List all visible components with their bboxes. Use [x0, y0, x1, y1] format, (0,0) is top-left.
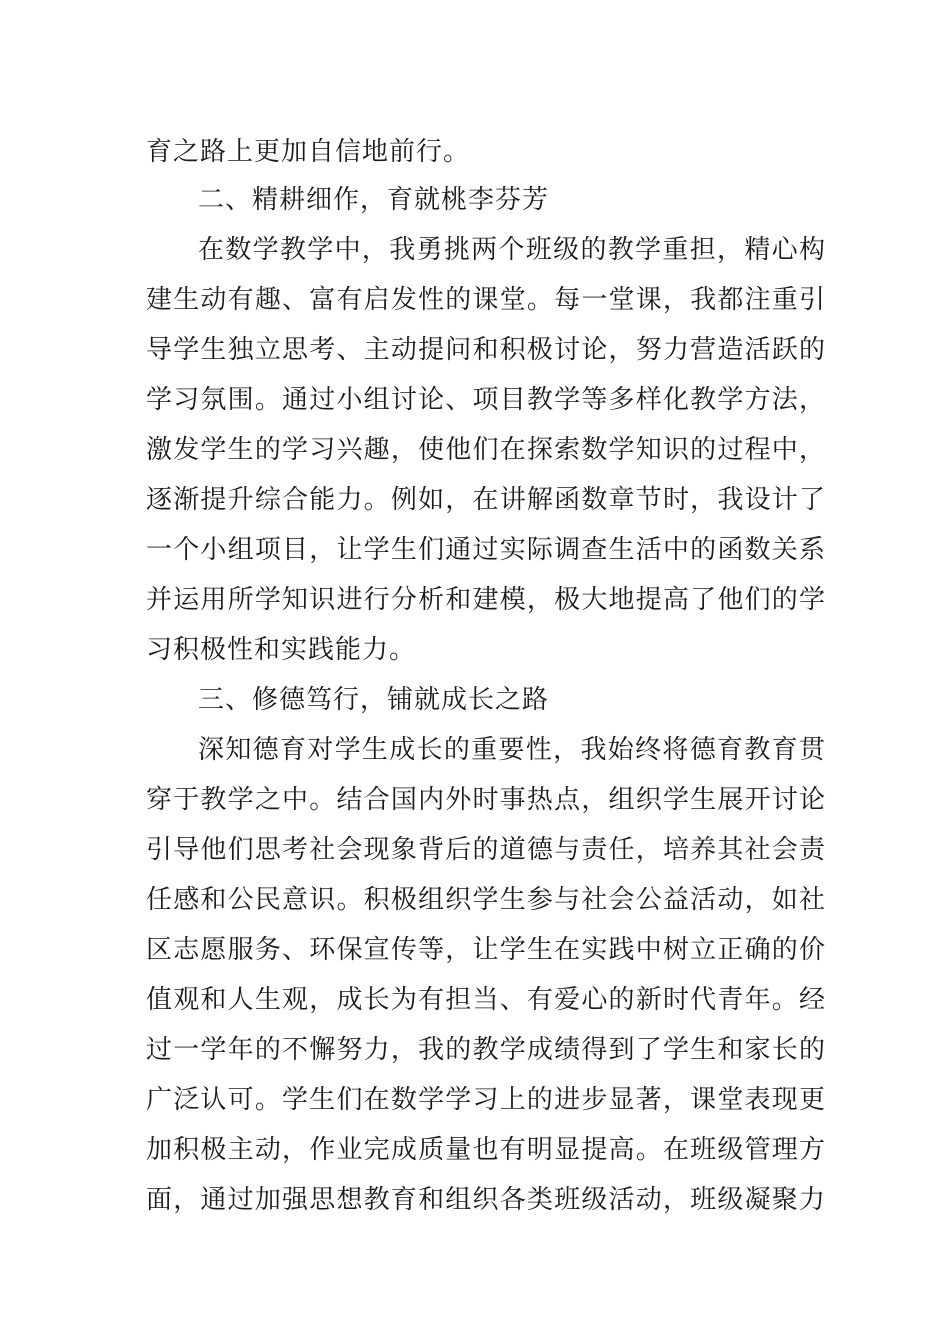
section-heading: 二、精耕细作，育就桃李芬芳	[198, 185, 550, 215]
text-line: 过一学年的不懈努力，我的教学成绩得到了学生和家长的	[146, 1035, 826, 1065]
text-line: 引导他们思考社会现象背后的道德与责任，培养其社会责	[146, 835, 826, 865]
text-line: 学习氛围。通过小组讨论、项目教学等多样化教学方法，	[146, 385, 826, 415]
text-line: 加积极主动，作业完成质量也有明显提高。在班级管理方	[146, 1135, 826, 1165]
text-line: 区志愿服务、环保宣传等，让学生在实践中树立正确的价	[146, 935, 826, 965]
text-line: 激发学生的学习兴趣，使他们在探索数学知识的过程中，	[146, 435, 826, 465]
paragraph-first-line: 深知德育对学生成长的重要性，我始终将德育教育贯	[198, 735, 826, 765]
text-line: 广泛认可。学生们在数学学习上的进步显著，课堂表现更	[146, 1085, 826, 1115]
text-line: 并运用所学知识进行分析和建模，极大地提高了他们的学	[146, 585, 826, 615]
text-line: 育之路上更加自信地前行。	[146, 137, 471, 167]
text-line: 逐渐提升综合能力。例如，在讲解函数章节时，我设计了	[146, 485, 826, 515]
text-line: 面，通过加强思想教育和组织各类班级活动，班级凝聚力	[146, 1185, 826, 1215]
paragraph-first-line: 在数学教学中，我勇挑两个班级的教学重担，精心构	[198, 235, 826, 265]
text-line: 习积极性和实践能力。	[146, 635, 417, 665]
text-line: 穿于教学之中。结合国内外时事热点，组织学生展开讨论	[146, 785, 826, 815]
text-line: 建生动有趣、富有启发性的课堂。每一堂课，我都注重引	[146, 285, 826, 315]
text-line: 值观和人生观，成长为有担当、有爱心的新时代青年。经	[146, 985, 826, 1015]
text-line: 导学生独立思考、主动提问和积极讨论，努力营造活跃的	[146, 335, 826, 365]
section-heading: 三、修德笃行，铺就成长之路	[198, 685, 550, 715]
text-line: 任感和公民意识。积极组织学生参与社会公益活动，如社	[146, 885, 826, 915]
text-line: 一个小组项目，让学生们通过实际调查生活中的函数关系	[146, 535, 826, 565]
